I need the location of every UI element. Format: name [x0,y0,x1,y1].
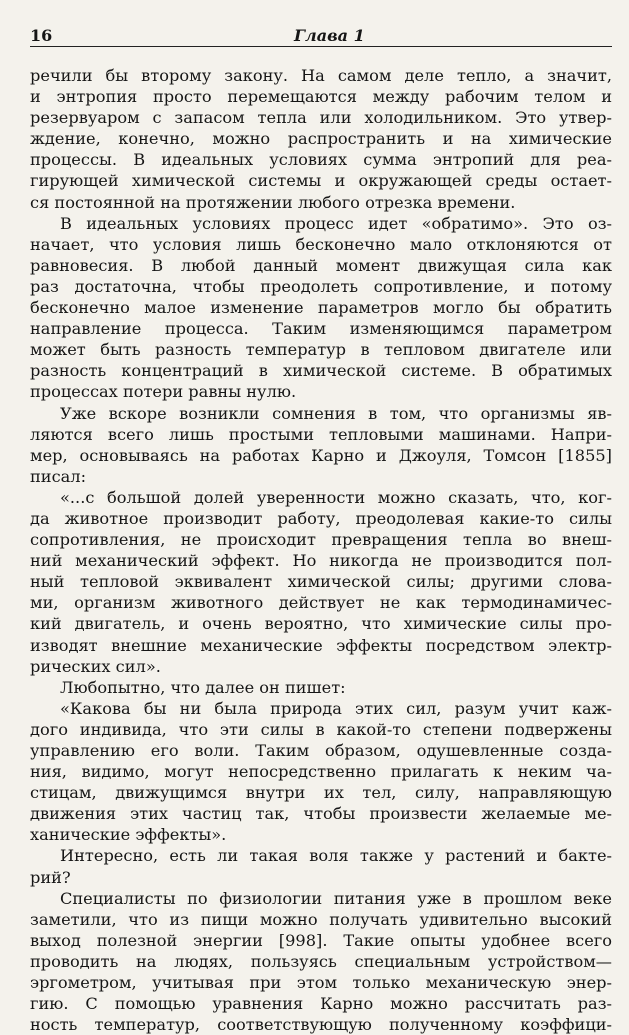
running-header [30,22,612,47]
text-line: писал: [30,466,87,486]
text-line: рий? [30,867,71,887]
text-line: ный тепловой эквивалент химической силы; другими слова- [30,572,612,592]
text-line: движения этих частиц так, чтобы произвести желаемые ме- [30,804,612,824]
page-number: 16 [30,26,53,45]
text-line: гирующей химической системы и окружающей среды остает- [30,171,612,191]
text-line: и энтропия просто перемещаются между рабочим телом и [30,87,612,107]
text-line: гию. С помощью уравнения Карно можно рассчитать раз- [30,994,612,1014]
text-line: ляются всего лишь простыми тепловыми машинами. Напри- [30,424,612,444]
text-line: Любопытно, что далее он пишет: [60,677,346,697]
text-line: кий двигатель, и очень вероятно, что химические силы про- [30,614,612,634]
text-line: ся постоянной на протяжении любого отрезка времени. [30,192,516,212]
text-line: изводят внешние механические эффекты посредством электр- [30,635,612,655]
text-line: «...с большой долей уверенности можно сказать, что, ког- [60,487,612,507]
text-line: эргометром, учитывая при этом только механическую энер- [30,973,612,993]
text-line: «Какова бы ни была природа этих сил, разум учит каж- [60,698,612,718]
text-line: ность температур, соответствующую полученному коэффици- [30,1015,612,1035]
text-line: бесконечно малое изменение параметров могло бы обратить [30,298,612,318]
text-line: В идеальных условиях процесс идет «обратимо». Это оз- [60,213,612,233]
text-line: равновесия. В любой данный момент движущая сила как [30,255,612,275]
text-line: Уже вскоре возникли сомнения в том, что организмы яв- [60,403,612,423]
text-line: проводить на людях, пользуясь специальным устройством— [30,951,612,971]
text-line: стицам, движущимся внутри их тел, силу, направляющую [30,783,612,803]
text-line: речили бы второму закону. На самом деле тепло, а значит, [30,66,612,85]
text-line: Интересно, есть ли такая воля также у растений и бакте- [60,846,612,866]
text-line: ния, видимо, могут непосредственно прилагать к неким ча- [30,762,612,782]
text-line: ний механический эффект. Но никогда не производится пол- [30,551,612,571]
text-line: резервуаром с запасом тепла или холодильником. Это утвер- [30,108,612,128]
text-line: дого индивида, что эти силы в какой-то степени подвержены [30,719,612,739]
text-line: сопротивления, не происходит превращения тепла во внеш- [30,530,612,550]
text-line: процессах потери равны нулю. [30,382,297,402]
text-line: Специалисты по физиологии питания уже в прошлом веке [60,888,612,908]
text-line: процессы. В идеальных условиях сумма энтропий для реа- [30,150,612,170]
text-line: ждение, конечно, можно распространить и на химические [30,129,612,149]
text-line: да животное производит работу, преодолевая какие-то силы [30,508,612,528]
text-line: раз достаточна, чтобы преодолеть сопротивление, и потому [30,276,612,296]
book-page [30,22,612,1035]
body-text [30,65,612,1035]
text-line: может быть разность температур в тепловом двигателе или [30,340,612,360]
text-line: заметили, что из пищи можно получать удивительно высокий [30,909,612,929]
text-line: выход полезной энергии [998]. Такие опыты удобнее всего [30,930,612,950]
chapter-title: Глава 1 [294,26,365,45]
text-line: управлению его воли. Таким образом, одушевленные созда- [30,741,612,760]
text-line: разность концентраций в химической системе. В обратимых [30,361,612,381]
text-line: мер, основываясь на работах Карно и Джоуля, Томсон [1855] [30,445,612,465]
text-line: направление процесса. Таким изменяющимся параметром [30,319,612,339]
text-line: ханические эффекты». [30,825,227,845]
text-line: начает, что условия лишь бесконечно мало отклоняются от [30,234,612,254]
text-line: рических сил». [30,656,161,676]
text-line: ми, организм животного действует не как термодинамичес- [30,593,612,613]
